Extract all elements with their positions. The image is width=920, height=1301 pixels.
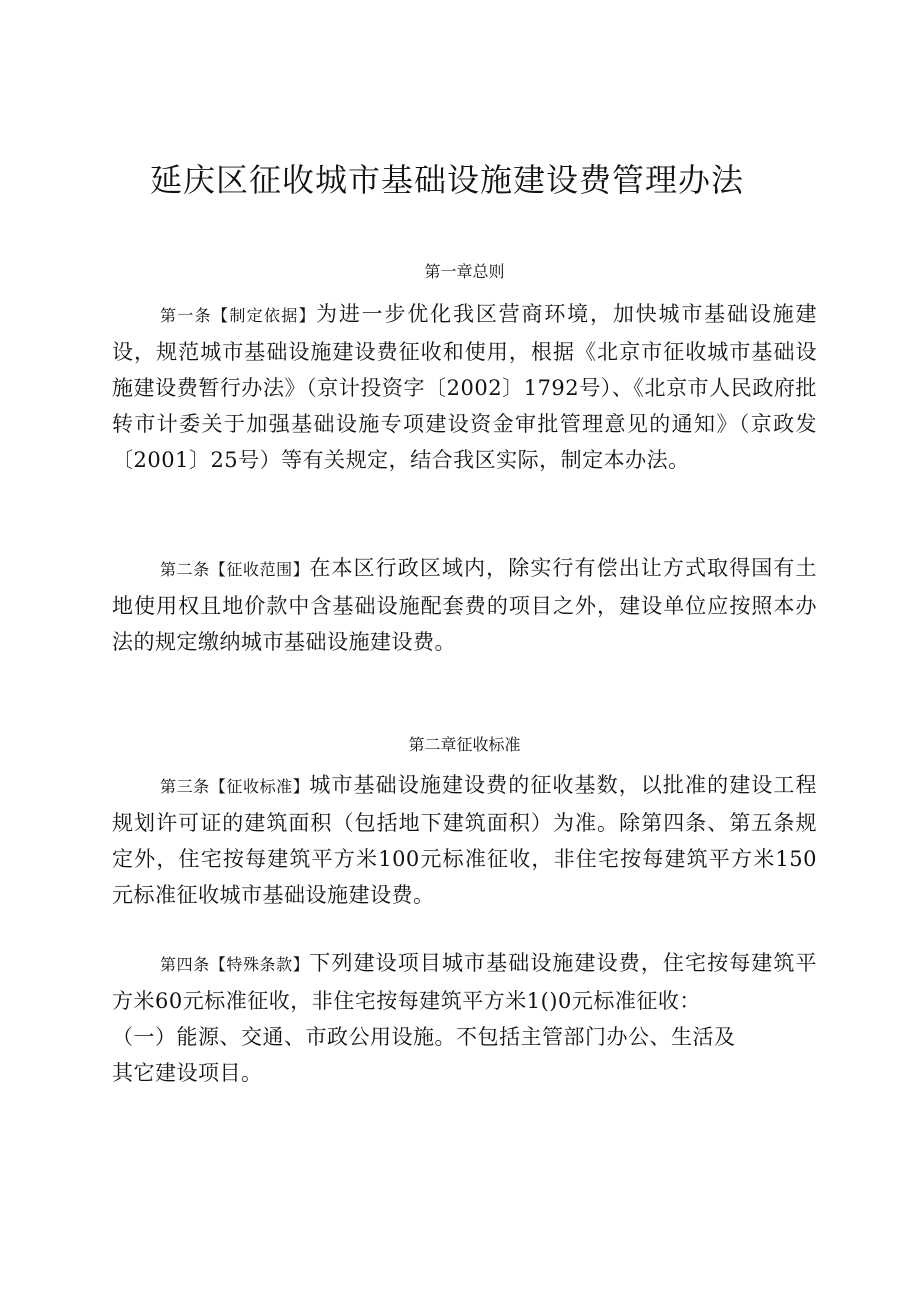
article-2-text: 在本区行政区域内，除实行有偿出让方式取得国有土地使用权且地价款中含基础设施配套费的项目之外，建设单位应按照本办法的规定缴纳城市基础设施建设费。 (112, 556, 817, 654)
article-4-text: 下列建设项目城市基础设施建设费，住宅按每建筑平方米60元标准征收，非住宅按每建筑平方米1()0元标准征收： (112, 951, 817, 1013)
article-4 (112, 945, 817, 1091)
chapter-2-heading: 第二章征收标准 (408, 735, 521, 754)
chapter-1-heading: 第一章总则 (424, 262, 505, 281)
article-1 (112, 296, 817, 478)
document-title: 延庆区征收城市基础设施建设费管理办法 (150, 161, 745, 199)
article-3-text: 城市基础设施建设费的征收基数，以批准的建设工程规划许可证的建筑面积（包括地下建筑面积）为准。除第四条、第五条规定外，住宅按每建筑平方米100元标准征收，非住宅按每建筑平方米150元标准征收城市基础设施建设费。 (112, 773, 817, 907)
article-4-heading: 第四条【特殊条款】 (160, 955, 310, 974)
article-2 (112, 550, 817, 660)
article-3 (112, 767, 817, 913)
article-1-text: 为进一步优化我区营商环境，加快城市基础设施建设，规范城市基础设施建设费征收和使用，根据《北京市征收城市基础设施建设费暂行办法》（京计投资字〔2002〕1792号）、《北京市人民政府批转市计委关于加强基础设施专项建设资金审批管理意见的通知》（京政发〔2001〕25号）等有关规定，结合我区实际，制定本办法。 (112, 302, 817, 472)
article-4-item-1-line-1: （一）能源、交通、市政公用设施。不包括主管部门办公、生活及 (112, 1025, 736, 1049)
article-3-heading: 第三条【征收标准】 (160, 777, 310, 796)
article-4-item-1-line-2: 其它建设项目。 (112, 1061, 263, 1085)
article-2-heading: 第二条【征收范围】 (160, 560, 310, 579)
article-1-heading: 第一条【制定依据】 (160, 306, 316, 325)
